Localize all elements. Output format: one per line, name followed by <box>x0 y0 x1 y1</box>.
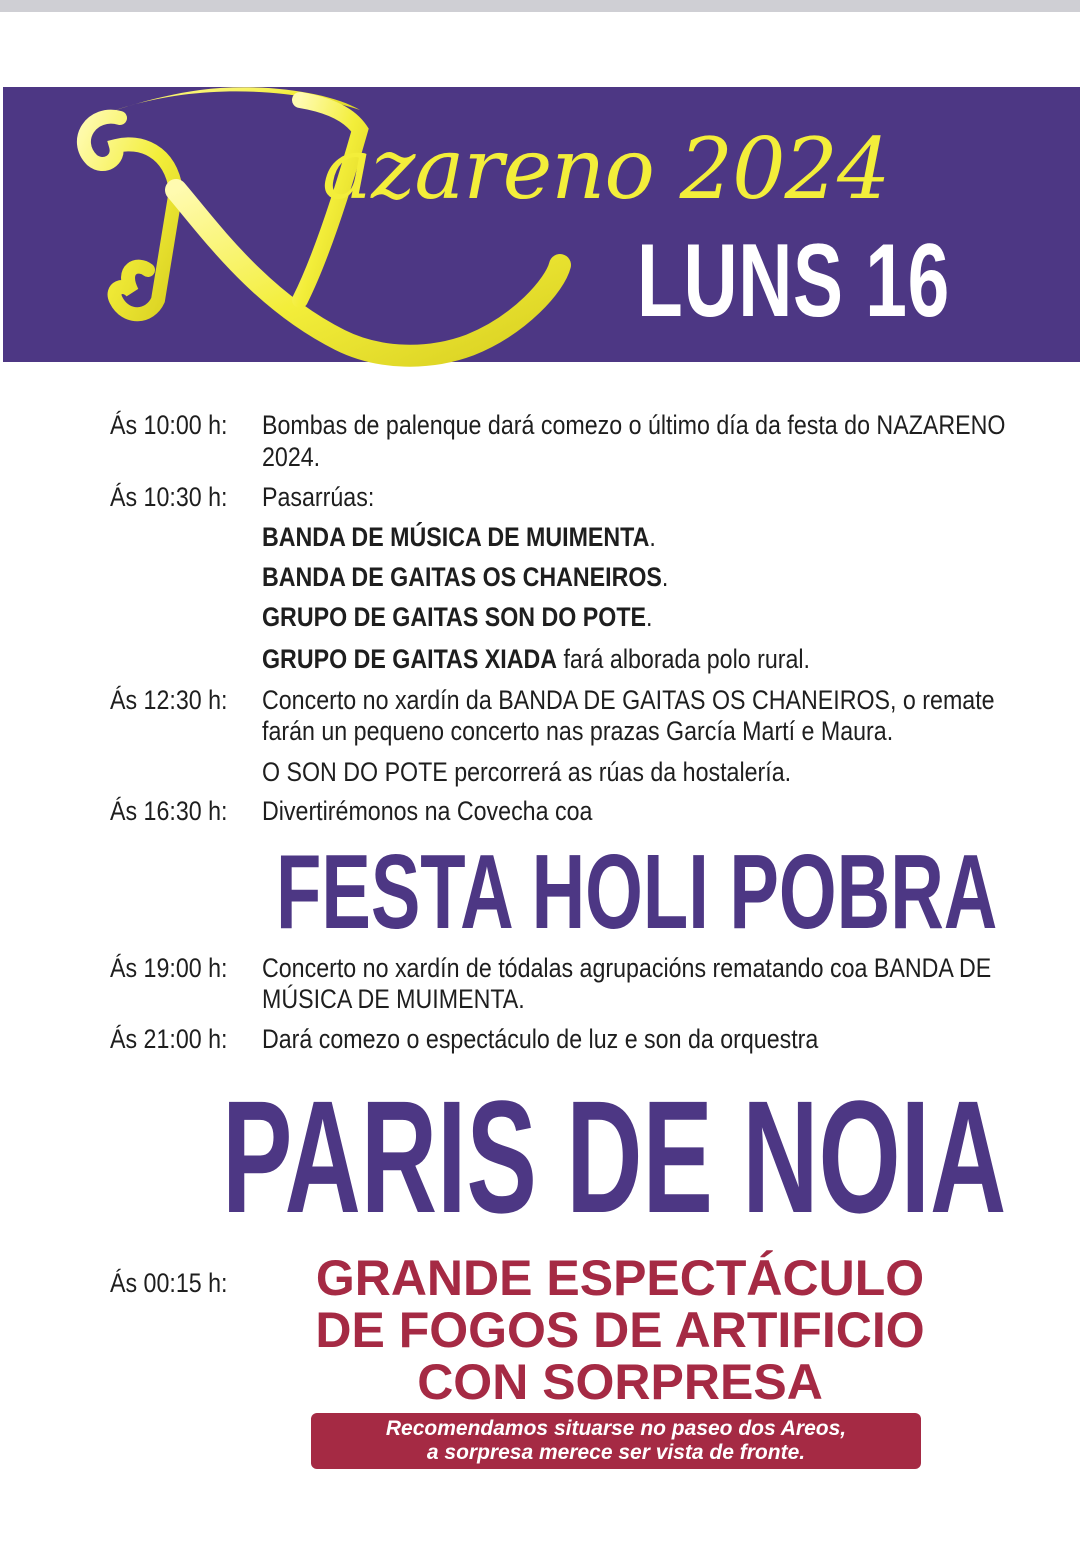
title-text: azareno 2024 <box>322 120 890 218</box>
day-title: LUNS 16 <box>637 223 950 339</box>
event-1900-line1: Concerto no xardín de tódalas agrupacións rematando coa BANDA DE <box>262 953 992 983</box>
pasarrua-4-name: GRUPO DE GAITAS XIADA <box>262 644 558 674</box>
fireworks-note <box>311 1413 921 1469</box>
time-1630: Ás 16:30 h: <box>110 796 228 826</box>
time-1230: Ás 12:30 h: <box>110 685 228 715</box>
pasarrua-1-name: BANDA DE MÚSICA DE MUIMENTA <box>262 522 650 552</box>
pasarrua-4-rest: fará alborada polo rural. <box>557 644 811 674</box>
note-line1: Recomendamos situarse no paseo dos Areos, <box>385 1417 847 1440</box>
event-1230-line3: O SON DO POTE percorrerá as rúas da hostalería. <box>262 757 792 787</box>
fireworks-line2: DE FOGOS DE ARTIFICIO <box>315 1302 925 1358</box>
time-0015: Ás 00:15 h: <box>110 1268 228 1298</box>
festa-holi-pobra: FESTA HOLI POBRA <box>276 833 998 951</box>
pasarrua-1 <box>262 522 656 553</box>
pasarrua-2 <box>262 562 668 593</box>
event-1900-line2: MÚSICA DE MUIMENTA. <box>262 984 525 1014</box>
time-1000: Ás 10:00 h: <box>110 410 228 440</box>
pasarrua-4 <box>262 644 810 675</box>
event-1000-line1: Bombas de palenque dará comezo o último día da festa do NAZARENO <box>262 410 1006 440</box>
pasarrua-1-rest: . <box>649 522 656 552</box>
event-1630-line1: Divertirémonos na Covecha coa <box>262 796 593 826</box>
event-1230-line1: Concerto no xardín da BANDA DE GAITAS OS CHANEIROS, o remate <box>262 685 995 715</box>
time-1900: Ás 19:00 h: <box>110 953 228 983</box>
pasarrua-3 <box>262 602 652 633</box>
note-line2: a sorpresa merece ser vista de fronte. <box>426 1441 806 1464</box>
fireworks-line3: CON SORPRESA <box>417 1354 823 1410</box>
event-1030-line1: Pasarrúas: <box>262 482 375 512</box>
time-1030: Ás 10:30 h: <box>110 482 228 512</box>
time-2100: Ás 21:00 h: <box>110 1024 228 1054</box>
pasarrua-3-rest: . <box>646 602 653 632</box>
pasarrua-2-rest: . <box>661 562 669 592</box>
event-2100-line1: Dará comezo o espectáculo de luz e son da orquestra <box>262 1024 819 1054</box>
pasarrua-2-name: BANDA DE GAITAS OS CHANEIROS <box>262 562 662 592</box>
event-1230-line2: farán un pequeno concerto nas prazas García Martí e Maura. <box>262 716 894 746</box>
paris-de-noia: PARIS DE NOIA <box>222 1067 1007 1246</box>
pasarrua-3-name: GRUPO DE GAITAS SON DO POTE <box>262 602 647 632</box>
event-1000-line2: 2024. <box>262 442 321 472</box>
fireworks-line1: GRANDE ESPECTÁCULO <box>315 1250 925 1306</box>
